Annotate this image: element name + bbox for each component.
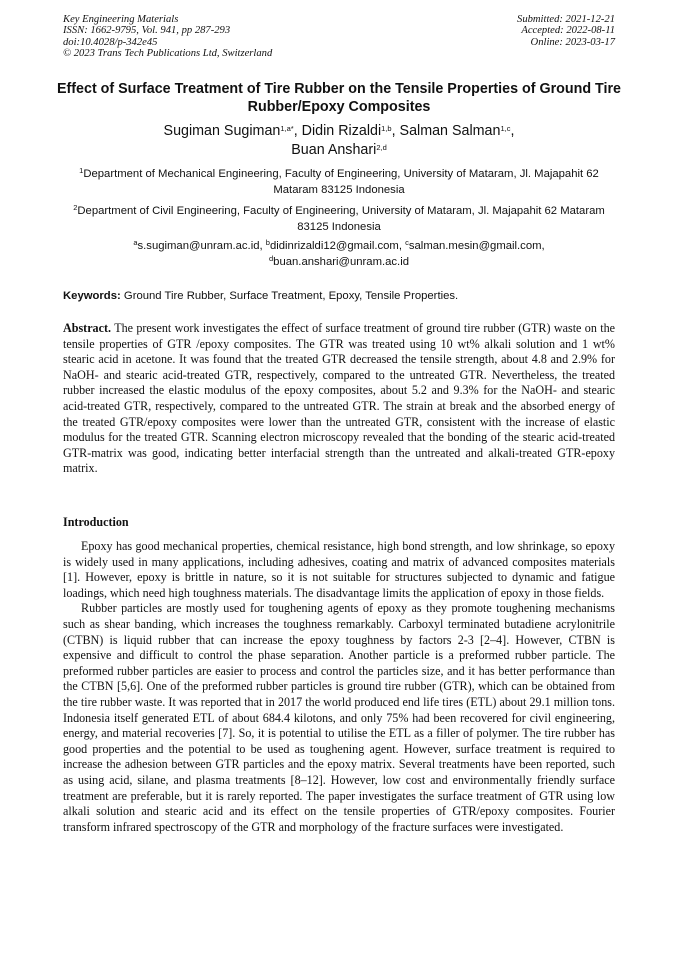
email-link[interactable]: salman.mesin@gmail.com [408,240,542,252]
affiliation-text: Department of Mechanical Engineering, Faculty of Engineering, University of Mataram, Jl. Majapahit 62 Mataram 83125 Indonesia [83,168,599,196]
author-sup: 2,d [376,143,387,152]
paragraph: Epoxy has good mechanical properties, chemical resistance, high bond strength, and low shrinkage, so epoxy is widely used in many applications, including adhesives, coating and matrix of advanced composites materials [1]. However, epoxy is brittle in nature, so it is not suitable for structures subjected to dynamic and fatigue loadings, which need high toughness materials. The disadvantage limits the application of epoxy in those fields. [63,539,615,600]
abstract-text: The present work investigates the effect of surface treatment of ground tire rubber (GTR) waste on the tensile properties of GTR /epoxy composites. The GTR was treated using 10 wt% alkali solution and 1 wt% stearic acid in acetone. It was found that the treated GTR decreased the tensile strength, about 4.8 and 2.9% for NaOH- and stearic acid-treated GTR, respectively, compared to the untreated GTR. Nevertheless, the treated rubber increased the elastic modulus of the epoxy composites, about 5.2 and 9.3% for the NaOH- and stearic acid-treated GTR, respectively, compared to the untreated GTR. The strain at break and the absorbed energy of the treated GTR/epoxy composites were lower than the untreated GTR, consistent with the increase of elastic modulus for the treated GTR. Scanning electron microscopy revealed that the bonding of the stearic acid-treated GTR-matrix was good, indicating better interfacial strength than the untreated and alkali-treated GTR-epoxy matrix. [63,321,616,476]
journal-name: Key Engineering Materials [63,14,179,25]
author-name: Buan Anshari [291,142,377,158]
introduction-heading: Introduction [63,515,129,529]
author-sup: 1,a* [280,124,294,133]
submitted-date: Submitted: 2021-12-21 [517,14,615,25]
introduction-body [63,539,615,835]
publication-dates [517,14,615,48]
author-name: Didin Rizaldi [301,123,382,139]
affiliation-text: Department of Civil Engineering, Faculty of Engineering, University of Mataram, Jl. Majapahit 62 Mataram 83125 Indonesia [77,205,605,233]
keywords-text: Ground Tire Rubber, Surface Treatment, Epoxy, Tensile Properties. [123,290,459,302]
journal-info [63,14,272,59]
copyright-line: © 2023 Trans Tech Publications Ltd, Switzerland [63,47,273,59]
author-name: Sugiman Sugiman [163,123,281,139]
issn-line: ISSN: 1662-9795, Vol. 941, pp 287-293 [63,25,231,37]
author-list: Sugiman Sugiman$^{1,a*}$, Didin Rizaldi$^{1,b}$, Salman Salman$^{1,c}$, Buan Anshari$^{2,d}$ [163,123,515,158]
affiliation-sup: 2 [73,203,78,212]
email-link[interactable]: buan.anshari@unram.ac.id [273,256,409,268]
author-sup: 1,b [381,124,392,133]
doi-line: doi:10.4028/p-342e45 [63,36,158,48]
email-sup: b [265,238,270,247]
abstract [63,321,615,477]
accepted-date: Accepted: 2022-08-11 [521,25,615,37]
email-sup: d [269,254,274,263]
affiliation-sup: 1 [79,166,84,175]
email-sup: a [133,238,138,247]
author-sup: 1,c [500,124,511,133]
author-name: Salman Salman [399,123,501,139]
affiliation-1 [60,166,618,198]
online-date: Online: 2023-03-17 [530,36,615,48]
email-link[interactable]: didinrizaldi12@gmail.com [269,240,399,252]
email-list: $^a$s.sugiman@unram.ac.id, $^b$didinrizaldi12@gmail.com, $^c$salman.mesin@gmail.com, $^d$buan.anshari@unram.ac.id [133,238,545,268]
abstract-label: Abstract. [63,321,112,335]
paper-title: Effect of Surface Treatment of Tire Rubber on the Tensile Properties of Ground Tire Rubber/Epoxy Composites [56,81,622,115]
affiliation-2 [60,203,618,235]
email-sup: c [405,238,409,247]
paragraph: Rubber particles are mostly used for toughening agents of epoxy as they promote toughening mechanisms such as shear banding, which increases the toughness remarkably. Carboxyl terminated butadiene acrylonitrile (CTBN) is liquid rubber that can increase the epoxy toughness by factors 2-3 [2–4]. However, CTBN is expensive and difficult to control the phase separation. Another particle is a preformed rubber particle. The preformed rubber particles are easier to process and control the particles size, and it has better performance than the CTBN [5,6]. One of the preformed rubber particles is ground tire rubber (GTR), which can be obtained from the tire rubber waste. It was reported that in 2017 the world produced end life tires (ETL) about 29.1 million tons. Indonesia itself generated ETL of about 684.4 kilotons, and only 75% had been recovered for civil engineering, energy, and material recoveries [7]. So, it is potential to utilise the ETL as a filler of polymer. The tire rubber has good properties and the potential to be used as toughening agent. However, surface treatment is required to increase the adhesion between GTR particles and the epoxy matrix. Several treatments have been reported, such as using acid, silane, and plasma treatments [8–12]. However, low cost and environmentally friendly surface treatment are preferable, but it is rarely reported. The paper investigates the surface treatment of GTR using low alkali solution and stearic acid and its effect on the tensile properties of GTR/epoxy composites. Fourier transform infrared spectroscopy of the GTR and morphology of the fracture surfaces were investigated. [63,601,615,834]
keywords [63,289,615,303]
keywords-label: Keywords: [63,290,121,302]
email-link[interactable]: s.sugiman@unram.ac.id [137,240,260,252]
